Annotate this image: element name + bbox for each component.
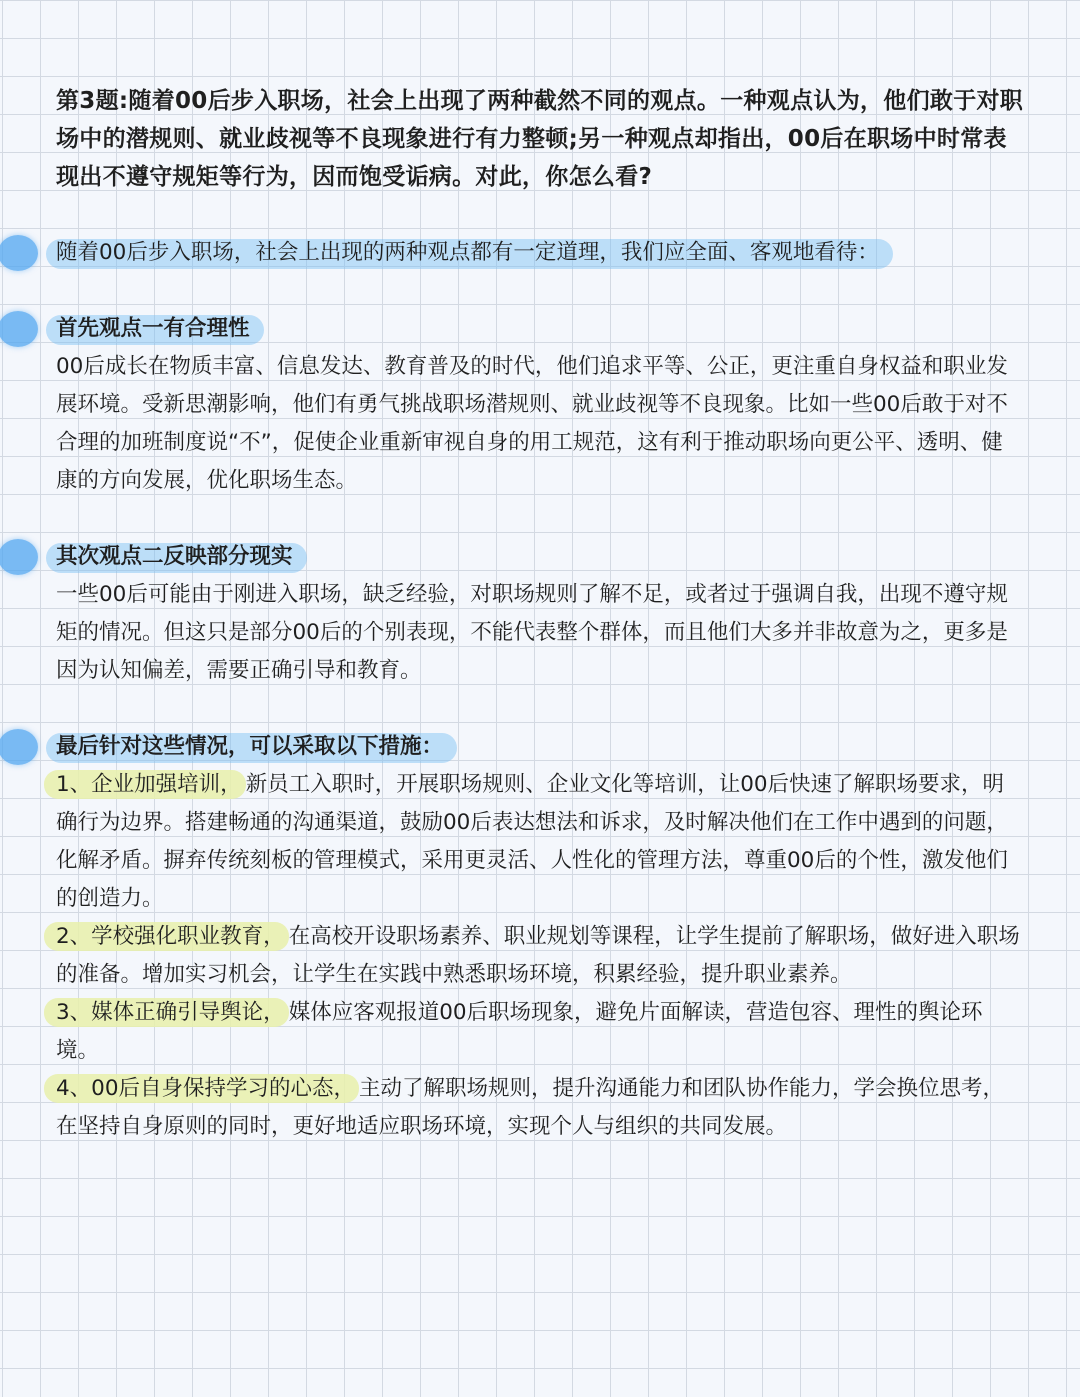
intro-text: 随着00后步入职场，社会上出现的两种观点都有一定道理，我们应全面、客观地看待： [56,240,879,265]
section-heading-text: 首先观点一有合理性 [56,316,250,341]
document [56,82,1024,1146]
intro-line [56,234,879,272]
measure-text: 主动了解职场规则，提升沟通能力和团队协作能力，学会换位思考，在坚持自身原则的同时，更好地适应职场环境，实现个人与组织的共同发展。 [56,1076,1005,1139]
section-measures [56,690,1024,1146]
question-title: 第3题:随着00后步入职场，社会上出现了两种截然不同的观点。一种观点认为，他们敢于对职场中的潜规则、就业歧视等不良现象进行有力整顿;另一种观点却指出，00后在职场中时常表现出不遵守规矩等行为，因而饱受诟病。对此，你怎么看? [56,88,1024,190]
measure-text: 在高校开设职场素养、职业规划等课程，让学生提前了解职场，做好进入职场的准备。增加实习机会，让学生在实践中熟悉职场环境，积累经验，提升职业素养。 [56,924,1020,987]
section-heading [56,310,250,348]
measure-title: 4、00后自身保持学习的心态， [44,1074,359,1103]
blue-marker-dot [0,539,38,575]
blue-marker-dot [0,235,38,271]
section-heading [56,538,293,576]
section-heading [56,728,443,766]
measure-item [56,918,1024,994]
section-heading-text: 其次观点二反映部分现实 [56,544,293,569]
section-body: 一些00后可能由于刚进入职场，缺乏经验，对职场规则了解不足，或者过于强调自我，出现不遵守规矩的情况。但这只是部分00后的个别表现，不能代表整个群体，而且他们大多并非故意为之，更多是因为认知偏差，需要正确引导和教育。 [56,582,1008,683]
measure-title: 3、媒体正确引导舆论， [44,998,289,1027]
blue-marker-dot [0,311,38,347]
measures-list [56,766,1024,1146]
section-viewpoint-two [56,500,1024,690]
measure-text: 新员工入职时，开展职场规则、企业文化等培训，让00后快速了解职场要求，明确行为边界。搭建畅通的沟通渠道，鼓励00后表达想法和诉求，及时解决他们在工作中遇到的问题，化解矛盾。摒弃传统刻板的管理模式，采用更灵活、人性化的管理方法，尊重00后的个性，激发他们的创造力。 [56,772,1008,911]
blue-marker-dot [0,729,38,765]
measure-item [56,994,1024,1070]
section-viewpoint-one [56,272,1024,500]
measure-text: 媒体应客观报道00后职场现象，避免片面解读，营造包容、理性的舆论环境。 [56,1000,983,1063]
measure-item [56,766,1024,918]
measure-title: 2、学校强化职业教育， [44,922,289,951]
section-body: 00后成长在物质丰富、信息发达、教育普及的时代，他们追求平等、公正，更注重自身权益和职业发展环境。受新思潮影响，他们有勇气挑战职场潜规则、就业歧视等不良现象。比如一些00后敢于对不合理的加班制度说“不”，促使企业重新审视自身的用工规范，这有利于推动职场向更公平、透明、健康的方向发展，优化职场生态。 [56,354,1008,493]
measure-title: 1、企业加强培训， [44,770,246,799]
measure-item [56,1070,1024,1146]
section-heading-text: 最后针对这些情况，可以采取以下措施： [56,734,444,759]
